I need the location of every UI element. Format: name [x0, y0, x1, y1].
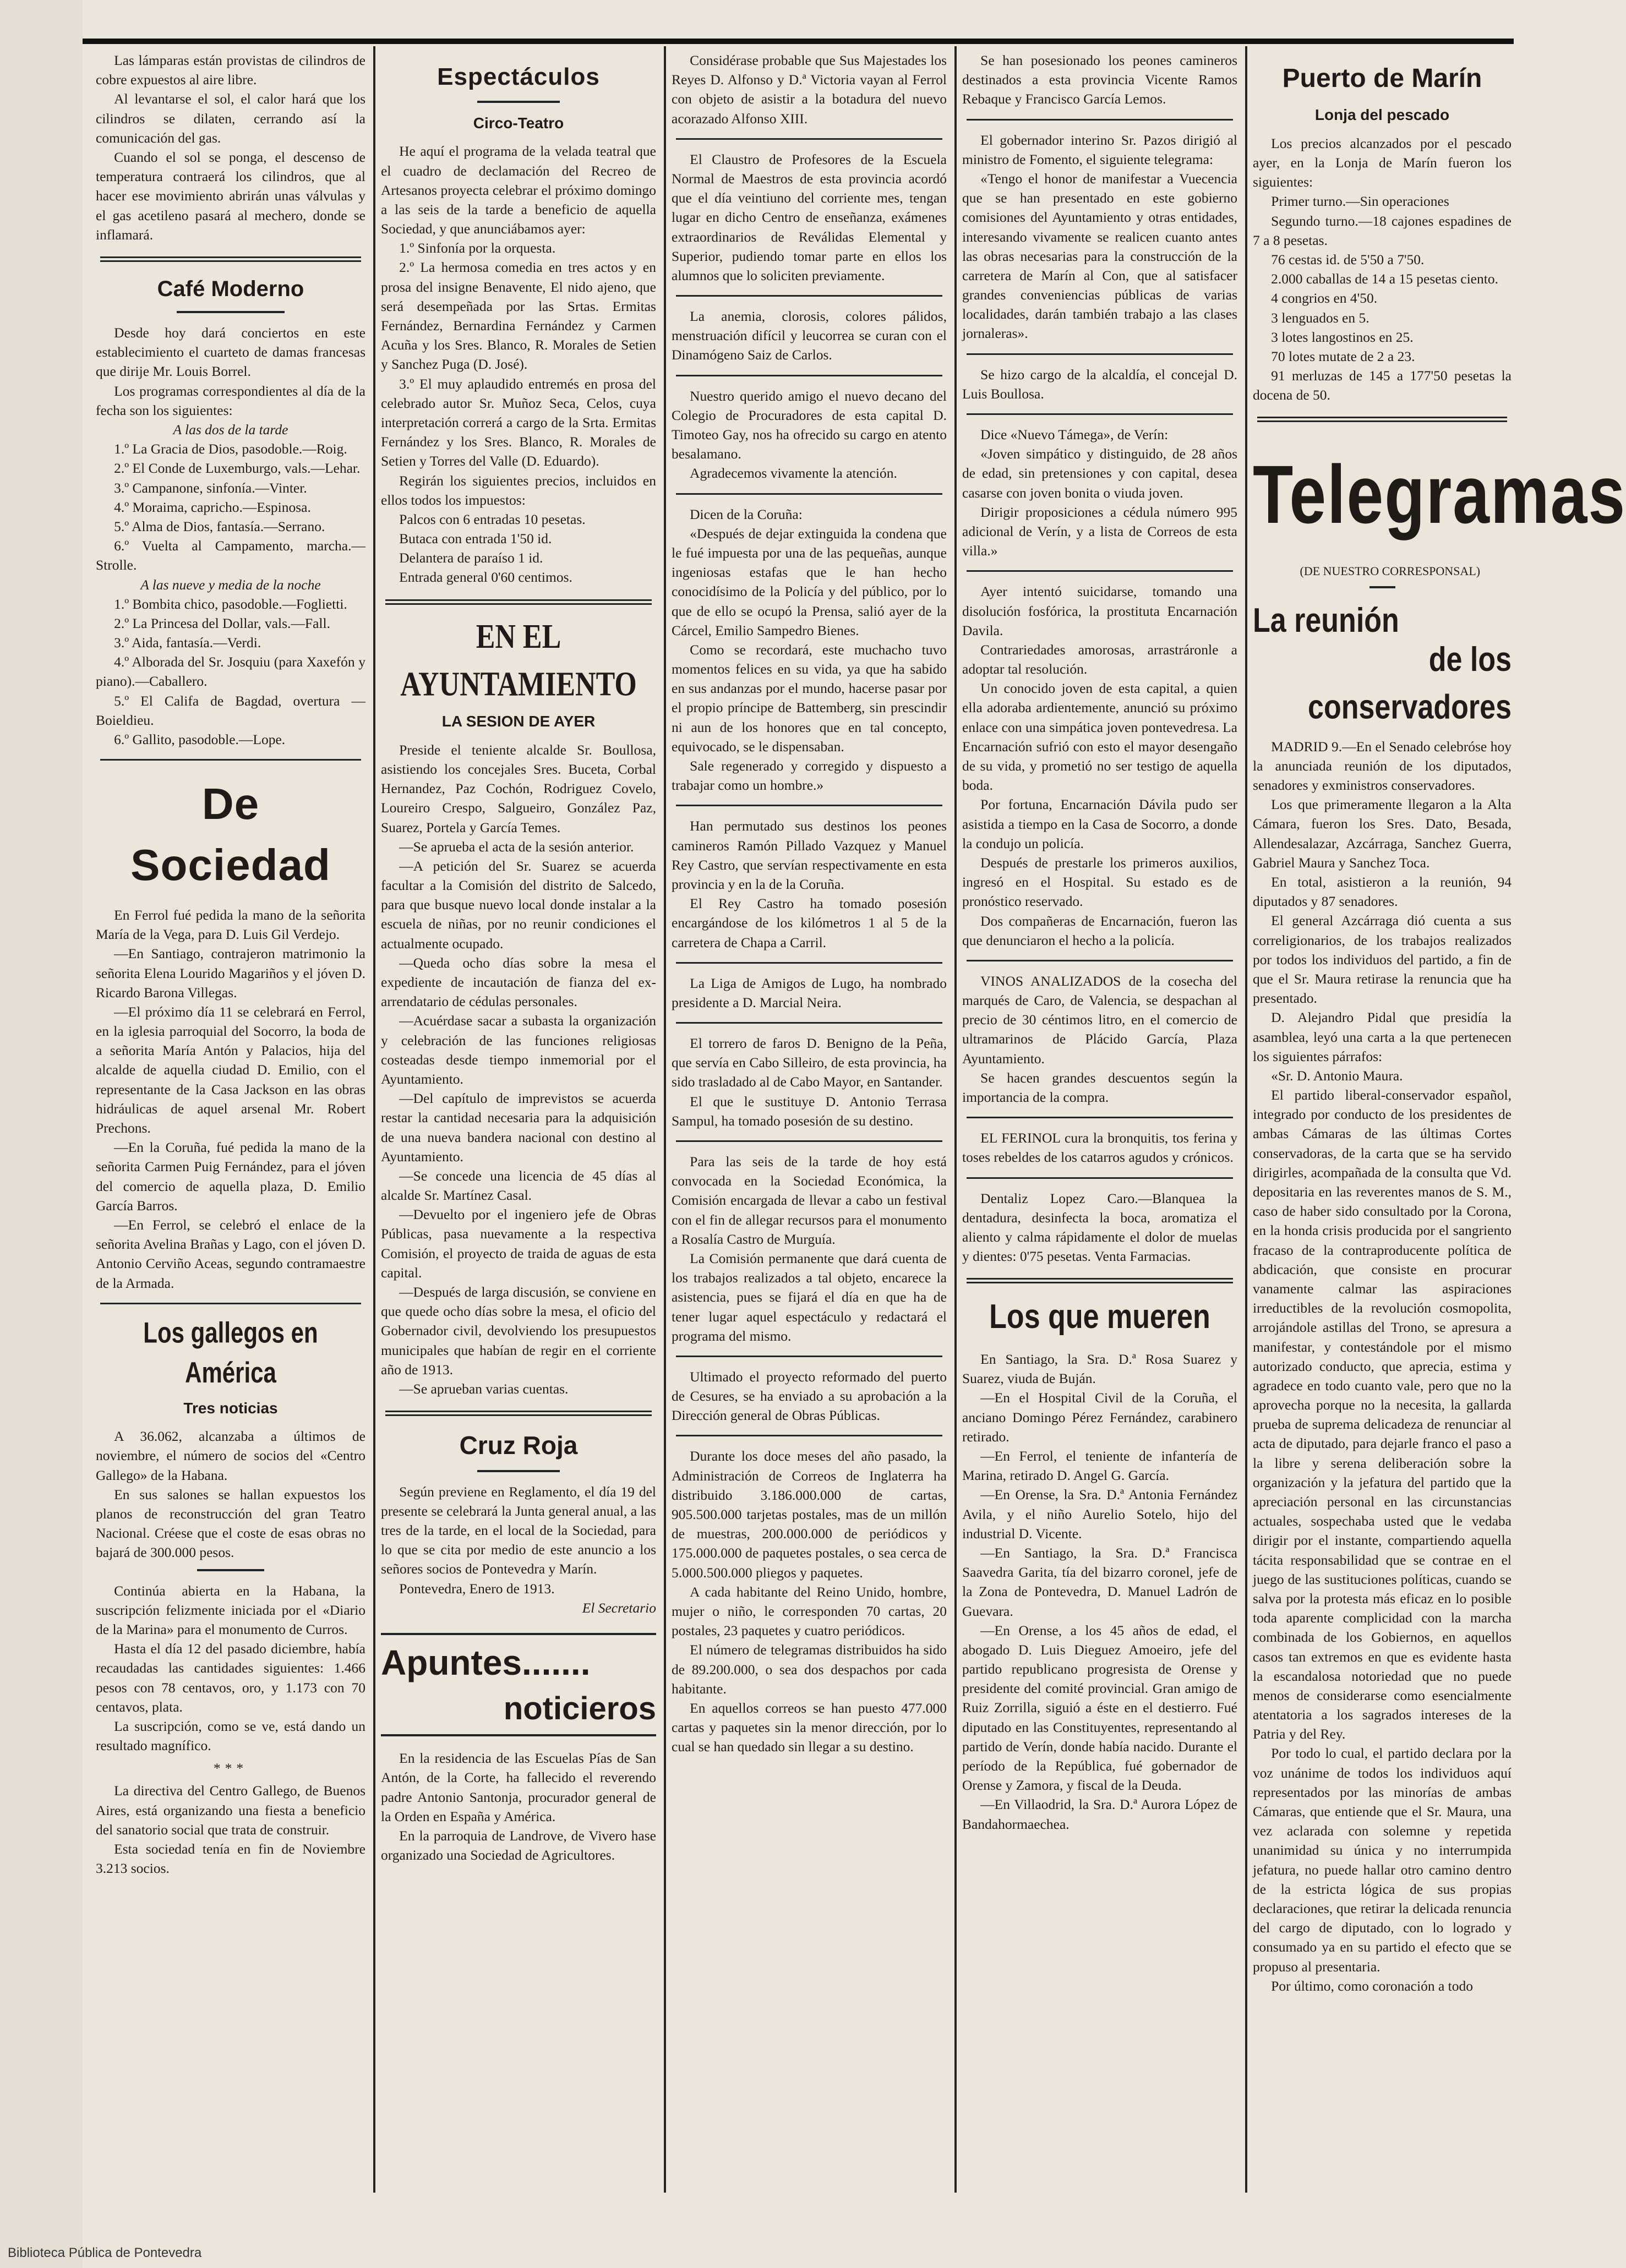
paragraph: Las lámparas están provistas de cilindros de cobre expuestos al aire libre. — [96, 52, 365, 88]
paragraph: —Se aprueba el acta de la sesión anterior. — [399, 838, 634, 855]
cruz-roja-signature: El Secretario — [582, 1599, 656, 1616]
paragraph: Agradecemos vivamente la atención. — [690, 465, 897, 482]
paragraph: Los precios alcanzados por el pescado ayer, en la Lonja de Marín fueron los siguientes: — [1253, 135, 1512, 190]
paragraph: La Comisión permanente que dará cuenta de los trabajos realizados a tal objeto, encarece la asistencia, pues se fijará el día en que ha de tener lugar aquel espectáculo y redactará el programa del mismo. — [672, 1250, 947, 1344]
apuntes-heading-line-2: noticieros — [503, 1691, 656, 1727]
paragraph: 2.000 caballas de 14 a 15 pesetas ciento. — [1271, 271, 1498, 287]
paragraph: «Sr. D. Antonio Maura. — [1271, 1067, 1403, 1084]
paragraph: Esta sociedad tenía en fin de Noviembre 3.213 socios. — [96, 1841, 365, 1877]
column-1 — [96, 51, 365, 2192]
paragraph: La anemia, clorosis, colores pálidos, menstruación difícil y leucorrea se curan con el Dinamógeno Saiz de Carlos. — [672, 308, 947, 363]
paragraph: El número de telegramas distribuidos ha sido de 89.200.000, o sea dos despachos por cada habitante. — [672, 1642, 947, 1697]
gallegos-america-heading: Los gallegos en América — [143, 1316, 318, 1389]
paragraph: Hasta el día 12 del pasado diciembre, había recaudadas las cantidades siguientes: 1.466 pesos con 78 centavos, oro, y 1.173 con 70 centavos, plata. — [96, 1641, 365, 1715]
ferinol-ad — [962, 1128, 1237, 1167]
paragraph: El Rey Castro ha tomado posesión encargándose de los kilómetros 1 al 5 de la carretera de Chapa a Carril. — [672, 895, 947, 950]
paragraph: Por fortuna, Encarnación Dávila pudo ser asistida a tiempo en la Casa de Socorro, a donde la condujo un policía. — [962, 796, 1237, 851]
paragraph: He aquí el programa de la velada teatral que el cuadro de declamación del Recreo de Artesanos proyecta celebrar el próximo domingo a las seis de la tarde a beneficio de aquella Sociedad, y que anunciábamos ayer: — [381, 143, 656, 237]
peones-permuta-item — [672, 816, 947, 952]
paragraph: 4.º Alborada del Sr. Josquiu (para Xaxefón y piano).—Caballero. — [96, 654, 365, 690]
paragraph: El general Azcárraga dió cuenta a sus correligionarios, de los trabajos realizados por todos los individuos del partido, a fin de que el Sr. Maura retirase la renuncia que ha presentado. — [1253, 912, 1512, 1007]
cafe-moderno-heading: Café Moderno — [157, 276, 304, 301]
paragraph: —En Orense, la Sra. D.ª Antonia Fernández Avila, y el niño Aurelio Sotelo, hijo del industrial D. Vicente. — [962, 1487, 1237, 1542]
reunion-conservadores-article — [1253, 737, 1512, 1996]
paragraph: Segundo turno.—18 cajones espadines de 7 a 8 pesetas. — [1253, 212, 1512, 248]
los-que-mueren-heading: Los que mueren — [989, 1298, 1210, 1336]
paragraph: —En el Hospital Civil de la Coruña, el anciano Domingo Pérez Fernández, carabinero retirado. — [962, 1390, 1237, 1445]
paragraph: Un conocido joven de esta capital, a quien ella adoraba ardientemente, anunció su próximo enlace con una simpática joven pontevedresa. La Encarnación sufrió con esto el mayor desengaño de su vida, y prometió no ser testigo de aquella boda. — [962, 680, 1237, 794]
paragraph: 3 lotes langostinos en 25. — [1271, 329, 1414, 345]
paragraph: Al levantarse el sol, el calor hará que los cilindros se dilaten, cerrando así la comunicación del gas. — [96, 91, 365, 146]
paragraph: Cuando el sol se ponga, el descenso de temperatura contraerá los cilindros, que al hacer ese movimiento abrirán unas válvulas y el gas acetileno pasará al mechero, donde se inflamará. — [96, 149, 365, 243]
paragraph: —Queda ocho días sobre la mesa el expediente de incautación de fianza del ex-arrendatario de cédulas personales. — [381, 954, 656, 1010]
paragraph: Se han posesionado los peones camineros destinados a esta provincia Vicente Ramos Rebaque y Francisco García Lemos. — [962, 52, 1237, 107]
cafe-moderno-article — [96, 323, 365, 420]
paragraph: Preside el teniente alcalde Sr. Boullosa, asistiendo los concejales Sres. Buceta, Corbal Hernandez, Paz Cochón, Rodriguez Covelo, Loureiro Crespo, Salgueiro, González Paz, Suarez, Portela y García Temes. — [381, 741, 656, 835]
gallegos-article-1 — [96, 1427, 365, 1562]
telegramas-heading: Telegramas — [1253, 449, 1626, 542]
paragraph: —Se concede una licencia de 45 días al alcalde Sr. Martínez Casal. — [381, 1167, 656, 1204]
paragraph: —Se aprueban varias cuentas. — [399, 1380, 569, 1397]
torrero-faros-item — [672, 1034, 947, 1130]
alcaldia-item — [962, 365, 1237, 403]
paragraph: —En la Coruña, fué pedida la mano de la señorita Carmen Puig Fernández, para el jóven del comercio de aquella plaza, D. Emilio García Barros. — [96, 1139, 365, 1214]
paragraph: 70 lotes mutate de 2 a 23. — [1271, 348, 1415, 364]
night-program-label: A las nueve y media de la noche — [140, 576, 321, 593]
night-program-list — [96, 594, 365, 750]
paragraph: Ayer intentó suicidarse, tomando una disolución fosfórica, la prostituta Encarnación Davila. — [962, 583, 1237, 638]
column-rule — [1245, 46, 1247, 2193]
paragraph: 2.º La hermosa comedia en tres actos y en prosa del insigne Benavente, El nido ajeno, que será desempeñada por las Srtas. Ermitas Fernández, Bernardina Fernández y Carmen Acuña y los Sres. Blanco, R. Morales de Setien y Sanchez Puga (D. José). — [381, 259, 656, 373]
procuradores-item — [672, 386, 947, 483]
paragraph: Por último, como coronación a todo — [1271, 1977, 1473, 1994]
paragraph: —Después de larga discusión, se conviene en que quede ocho días sobre la mesa, el oficio del Gobernador civil, devolviendo los presupuestos municipales que habían de regir en el corriente año de 1913. — [381, 1284, 656, 1378]
paragraph: 1.º Bombita chico, pasodoble.—Foglietti. — [114, 595, 347, 612]
paragraph: La directiva del Centro Gallego, de Buenos Aires, está organizando una fiesta a beneficio del sanatorio social que trata de construir. — [96, 1783, 365, 1838]
paragraph: Por todo lo cual, el partido declara por la voz unánime de todos los individuos aquí representados por las minorías de ambas Cámaras, que entiende que el Sr. Maura, una vez aclarada con solemne y repetida unanimidad su única y no interrumpida jefatura, no puede hallar otro camino dentro de la estricta lógica de sus propias declaraciones, que retirar la delicada renuncia del cargo de diputado, con lo logrado y consumado ya en su partido el efecto que se propuso al presentaria. — [1253, 1745, 1512, 1975]
gallegos-article-3 — [96, 1781, 365, 1878]
paragraph: D. Alejandro Pidal que presidía la asamblea, leyó una carta a la que pertenecen los siguientes párrafos: — [1253, 1009, 1512, 1064]
paragraph: Han permutado sus destinos los peones camineros Ramón Pillado Vazquez y Manuel Rey Castro, que servían respectivamente en esta provincia y en la de la Coruña. — [672, 818, 947, 892]
paragraph: Primer turno.—Sin operaciones — [1271, 193, 1449, 210]
paragraph: «Joven simpático y distinguido, de 28 años de edad, sin pretensiones y con capital, desea casarse con joven bonita o viuda joven. — [962, 446, 1237, 501]
paragraph: 4.º Moraima, capricho.—Espinosa. — [114, 499, 311, 515]
paragraph: 3.º El muy aplaudido entremés en prosa del celebrado autor Sr. Muñoz Seca, Celos, cuya interpretación correrá a cargo de la Srta. Ermitas Fernández y los Sres. Blanco, R. Morales de Setien y Torres del Valle (D. Eduardo). — [381, 375, 656, 469]
paragraph: En aquellos correos se han puesto 477.000 cartas y paquetes sin la menor dirección, por lo cual se han quedado sin llegar a su destino. — [672, 1699, 947, 1755]
cruz-roja-article — [381, 1482, 656, 1598]
paragraph: —El próximo día 11 se celebrará en Ferrol, en la iglesia parroquial del Socorro, la boda de a señorita María Antón y Palacios, hija del alcalde de aquella ciudad D. Emilio, con el representante de la Casa Jackson en las obras hidráulicas de aquel arsenal Mr. Robert Prechons. — [96, 1003, 365, 1136]
paragraph: —En Orense, a los 45 años de edad, el abogado D. Luis Dieguez Amoeiro, jefe del partido republicano progresista de Orense y presidente del comité provincial. Gran amigo de Ruiz Zorrilla, siguió a éste en el destierro. Fué diputado en las Constituyentes, representando al partido de Verín, donde había nacido. Durante el período de la República, fué gobernador de Orense y Zamora, y fiscal de la Deuda. — [962, 1622, 1237, 1794]
paragraph: Durante los doce meses del año pasado, la Administración de Correos de Inglaterra ha distribuido 3.186.000.000 de cartas, 905.500.000 tarjetas postales, mas de un millón de muestras, 200.000.000 de periódicos y 175.000.000 de paquetes postales, o sea cerca de 5.000.500.000 pliegos y paquetes. — [672, 1448, 947, 1581]
paragraph: 76 cestas id. de 5'50 a 7'50. — [1271, 251, 1425, 267]
paragraph: Como se recordará, este muchacho tuvo momentos felices en su vida, ya que ha sabido en sus andanzas por el mundo, hacerse pasar por el propio príncipe de Battemberg, sin prescindir ni aun de los honores que en tal concepto, equivocado, se le dispensaban. — [672, 641, 947, 755]
paragraph: A 36.062, alcanzaba a últimos de noviembre, el número de socios del «Centro Gallego» de la Habana. — [96, 1428, 365, 1483]
paragraph: A cada habitante del Reino Unido, hombre, mujer o niño, le corresponden 70 cartas, 20 postales, 23 paquetes y cuatro periódicos. — [672, 1583, 947, 1639]
lonja-pescado-subheading: Lonja del pescado — [1314, 106, 1450, 124]
paragraph: «Después de dejar extinguida la condena que le fué impuesta por una de las pequeñas, aunque ingeniosas estafas que le han hecho conocidísimo de la Policía y del público, por lo que de ello se ocupó la Prensa, salió ayer de la Cárcel, Emilio Sampedro Bienes. — [672, 525, 947, 638]
suicidio-item — [962, 582, 1237, 950]
paragraph: La Liga de Amigos de Lugo, ha nombrado presidente a D. Marcial Neira. — [672, 975, 947, 1010]
paragraph: En total, asistieron a la reunión, 94 diputados y 87 senadores. — [1253, 874, 1512, 910]
paragraph: 91 merluzas de 145 a 177'50 pesetas la docena de 50. — [1253, 368, 1512, 403]
peones-posesion-item — [962, 51, 1237, 109]
afternoon-program-label: A las dos de la tarde — [173, 422, 288, 438]
nuevo-tamega-item — [962, 425, 1237, 560]
dinamogeno-ad — [672, 307, 947, 365]
column-rule — [373, 46, 375, 2193]
paragraph: Se hizo cargo de la alcaldía, el concejal D. Luis Boullosa. — [962, 366, 1237, 402]
telegramas-byline: (DE NUESTRO CORRESPONSAL) — [1300, 564, 1481, 578]
paragraph: El Claustro de Profesores de la Escuela Normal de Maestros de esta provincia acordó que el día veintiuno del corriente mes, tengan lugar en dicho Centro de enseñanza, exámenes extraordinarios de Reválidas Elemental y Superior, pudiendo tomar parte en ellos los alumnos que lo soliciten previamente. — [672, 151, 947, 283]
paragraph: Continúa abierta en la Habana, la suscripción felizmente iniciada por el «Diario de la Marina» para el monumento de Curros. — [96, 1582, 365, 1637]
paragraph: Sale regenerado y corregido y dispuesto a trabajar como un hombre.» — [672, 758, 947, 794]
paragraph: —En Ferrol, se celebró el enlace de la señorita Avelina Brañas y Lago, con el jóven D. Antonio Cerviño Aceas, segundo contramaestre de la Armada. — [96, 1216, 365, 1291]
paragraph: —En Santiago, contrajeron matrimonio la señorita Elena Lourido Magariños y el jóven D. Ricardo Barona Villegas. — [96, 946, 365, 1001]
column-3 — [672, 51, 947, 2192]
column-5 — [1253, 51, 1626, 2192]
paragraph: 3.º Aida, fantasía.—Verdi. — [114, 635, 261, 651]
paragraph: EL FERINOL cura la bronquitis, tos ferina y toses rebeldes de los catarros agudos y crónicos. — [962, 1130, 1237, 1166]
paragraph: 3.º Campanone, sinfonía.—Vinter. — [114, 479, 307, 496]
paragraph: Los que primeramente llegaron a la Alta Cámara, fueron los Sres. Dato, Besada, Allendesalazar, Azcárraga, Sanchez Guerra, Gabriel Maura y Sanchez Toca. — [1253, 796, 1512, 871]
rosalia-festival-item — [672, 1152, 947, 1346]
library-credit: Biblioteca Pública de Pontevedra — [8, 2245, 202, 2260]
paragraph: La suscripción, como se ve, está dando un resultado magnífico. — [96, 1718, 365, 1754]
paragraph: 1.º La Gracia de Dios, pasodoble.—Roig. — [114, 441, 347, 457]
paragraph: Los programas correspondientes al día de la fecha son los siguientes: — [96, 382, 365, 418]
stars-separator: *** — [213, 1760, 248, 1777]
paragraph: 5.º Alma de Dios, fantasía.—Serrano. — [114, 518, 325, 534]
reunion-heading-line-2: de los conservadores — [1308, 641, 1512, 726]
cruz-roja-heading: Cruz Roja — [459, 1431, 578, 1460]
paragraph: El torrero de faros D. Benigno de la Peña, que servía en Cabo Silleiro, de esta provincia, ha sido trasladado al de Cabo Mayor, en Santander. — [672, 1035, 947, 1090]
paragraph: Se hacen grandes descuentos según la importancia de la compra. — [962, 1069, 1237, 1105]
paragraph: —En Villaodrid, la Sra. D.ª Aurora López de Bandahormaechea. — [962, 1796, 1237, 1832]
newspaper-page — [83, 39, 1626, 2196]
column-rule — [664, 46, 666, 2193]
coruna-carcel-item — [672, 505, 947, 795]
puerto-cesures-item — [672, 1367, 947, 1425]
los-que-mueren-article — [962, 1349, 1237, 1834]
paragraph: —Devuelto por el ingeniero jefe de Obras Públicas, pasa nuevamente a la respectiva Comisión, el proyecto de traida de aguas de esta capital. — [381, 1206, 656, 1281]
paragraph: Regirán los siguientes precios, incluidos en ellos todos los impuestos: — [381, 472, 656, 508]
paragraph: —Acuérdase sacar a subasta la organización y celebración de las funciones religiosas costeadas desde tiempo inmemorial por el Ayuntamiento. — [381, 1013, 656, 1087]
circo-teatro-subheading: Circo-Teatro — [473, 114, 564, 132]
paragraph: 2.º La Princesa del Dollar, vals.—Fall. — [114, 615, 330, 631]
paragraph: Dirigir proposiciones a cédula número 995 adicional de Verín, y a lista de Correos de esta villa.» — [962, 504, 1237, 559]
paragraph: El que le sustituye D. Antonio Terrasa Sampul, ha tomado posesión de su destino. — [672, 1093, 947, 1129]
sesion-ayer-subheading: LA SESION DE AYER — [441, 713, 596, 730]
circo-teatro-article — [381, 141, 656, 587]
correos-inglaterra-item — [672, 1446, 947, 1756]
paragraph: Dice «Nuevo Támega», de Verín: — [980, 427, 1169, 442]
column-2 — [381, 51, 656, 2192]
lonja-pescado-article — [1253, 134, 1512, 405]
paragraph: Nuestro querido amigo el nuevo decano del Colegio de Procuradores de esta capital D. Timoteo Gay, nos ha ofrecido su cargo en atento besalamano. — [672, 387, 947, 462]
column-rule — [954, 46, 957, 2193]
espectaculos-heading: Espectáculos — [437, 63, 600, 90]
paragraph: Contrariedades amorosas, arrastráronle a adoptar tal resolución. — [962, 641, 1237, 677]
paragraph: Delantera de paraíso 1 id. — [399, 550, 543, 566]
paragraph: Pontevedra, Enero de 1913. — [399, 1580, 555, 1597]
page-edge-shadow — [0, 0, 83, 2268]
paragraph: VINOS ANALIZADOS de la cosecha del marqués de Caro, de Valencia, se despachan al precio de 30 céntimos litro, en el comercio de ultramarinos de Plácido García, Plaza Ayuntamiento. — [962, 972, 1237, 1067]
paragraph: 6.º Vuelta al Campamento, marcha.—Strolle. — [96, 538, 365, 573]
reunion-heading-line-1: La reunión — [1253, 602, 1399, 641]
paragraph: Considérase probable que Sus Majestades los Reyes D. Alfonso y D.ª Victoria vayan al Ferrol con objeto de asistir a la botadura del nuevo acorazado Alfonso XIII. — [672, 52, 947, 127]
de-sociedad-article — [96, 905, 365, 1293]
reyes-ferrol-item — [672, 51, 947, 128]
top-rule — [83, 39, 1514, 44]
vinos-analizados-ad — [962, 971, 1237, 1107]
paragraph: «Tengo el honor de manifestar a Vuecencia que se han presentado en este gobierno comisiones del Ayuntamiento y otras entidades, interesando vivamente se realicen cuanto antes las obras necesarias para la construcción de la carretera de Marín al Con, que al satisfacer grandes conveniencias públicas de varias localidades, darán también trabajo a las clases jornaleras». — [962, 170, 1237, 342]
paragraph: En Ferrol fué pedida la mano de la señorita María de la Vega, para D. Luis Gil Verdejo. — [96, 906, 365, 943]
paragraph: —A petición del Sr. Suarez se acuerda facultar a la Comisión del distrito de Salcedo, para que busque nuevo local donde instalar a la escuela de niñas, por no reunir condiciones el actualmente ocupado. — [381, 857, 656, 952]
paragraph: Entrada general 0'60 centimos. — [399, 569, 572, 586]
paragraph: —En Ferrol, el teniente de infantería de Marina, retirado D. Angel G. García. — [962, 1448, 1237, 1484]
paragraph: 5.º El Califa de Bagdad, overtura —Boieldieu. — [96, 692, 365, 728]
gallegos-article-2 — [96, 1581, 365, 1756]
telegrama-gobernador-item — [962, 130, 1237, 343]
paragraph: Ultimado el proyecto reformado del puerto de Cesures, se ha enviado a su aprobación a la Dirección general de Obras Públicas. — [672, 1368, 947, 1424]
paragraph: El partido liberal-conservador español, integrado por conducto de los presidentes de ambas Cámaras de las últimas Cortes conservadoras, de la carta que se ha servido dirigirles, acompañada de la consulta que Vd. depositaria en las reverentes manos de S. M., caso de haber sido consultado por la Corona, en la honda crisis producida por el sangriento fracaso de la contraproducente política de abdicación, que consiste en procurar vanamente calmar las aspiraciones irreductibles de la revolución cosmopolita, arrojándole astillas del Trono, se apresura a manifestar, y contestándole por el mismo autorizado conducto, que aprecia, estima y agradece en todo cuanto vale, pero que no la aprovecha porque no la necesita, la gallarda prueba de suprema delicadeza de renunciar al acta de diputado, para dejarle franco el paso a la libre y serena deliberación sobre la organización y la jefatura del partido que la apreciación personal en las circunstancias actuales, sospechaba usted que le vedaba dirigir por el instante, compartiendo aquella tácita responsabilidad que se contrae en el juego de las sustituciones políticas, cuando se salva por la protesta más eficaz en lo posible toda aparente complicidad con la marcha combinada de los Gobiernos, en aquellos casos tan extremos en que es evidente hasta la escandalosa notoriedad que no puede menos de considerarse como esencialmente atentatoria a los sagrados intereses de la Patria y del Rey. — [1253, 1087, 1512, 1742]
paragraph: Dicen de la Coruña: — [690, 506, 803, 522]
escuela-normal-item — [672, 150, 947, 285]
apuntes-heading-line-1: Apuntes....... — [381, 1642, 591, 1682]
paragraph: 3 lenguados en 5. — [1271, 309, 1369, 326]
paragraph: —Del capítulo de imprevistos se acuerda restar la cantidad necesaria para la adquisición de una nueva bandera nacional con destino al Ayuntamiento. — [381, 1090, 656, 1165]
apuntes-article — [381, 1748, 656, 1865]
dentaliz-ad — [962, 1189, 1237, 1266]
liga-lugo-item — [672, 974, 947, 1012]
de-sociedad-heading: De Sociedad — [130, 779, 331, 889]
puerto-marin-heading: Puerto de Marín — [1282, 64, 1482, 93]
paragraph: 2.º El Conde de Luxemburgo, vals.—Lehar. — [114, 460, 361, 477]
paragraph: 6.º Gallito, pasodoble.—Lope. — [114, 731, 286, 747]
column-4 — [962, 51, 1237, 2192]
paragraph: En la residencia de las Escuelas Pías de San Antón, de la Corte, ha fallecido el reverendo padre Antonio Santonja, procurador general de la Orden en España y América. — [381, 1750, 656, 1824]
paragraph: El gobernador interino Sr. Pazos dirigió al ministro de Fomento, el siguiente telegrama: — [962, 132, 1237, 167]
paragraph: MADRID 9.—En el Senado celebróse hoy la anunciada reunión de los diputados, senadores y exministros conservadores. — [1253, 738, 1512, 794]
afternoon-program-list — [96, 439, 365, 575]
ayuntamiento-article — [381, 740, 656, 1398]
paragraph: Desde hoy dará conciertos en este establecimiento el cuarteto de damas francesas que dirije Mr. Louis Borrel. — [96, 325, 365, 380]
paragraph: Palcos con 6 entradas 10 pesetas. — [399, 511, 586, 527]
paragraph: Butaca con entrada 1'50 id. — [399, 531, 552, 547]
paragraph: —En Santiago, la Sra. D.ª Francisca Saavedra Garita, tía del bizarro coronel, jefe de la Zona de Pontevedra, D. Manuel Ladrón de Guevara. — [962, 1544, 1237, 1619]
paragraph: Después de prestarle los primeros auxilios, ingresó en el Hospital. Su estado es de pronóstico reservado. — [962, 854, 1237, 910]
paragraph: En sus salones se hallan expuestos los planos de reconstrucción del gran Teatro Nacional. Créese que el coste de esas obras no bajará de 300.000 pesos. — [96, 1486, 365, 1561]
ayuntamiento-heading: EN EL AYUNTAMIENTO — [400, 617, 637, 703]
apuntes-heading — [381, 1633, 656, 1736]
paragraph: 4 congrios en 4'50. — [1271, 290, 1378, 307]
paragraph: Dentaliz Lopez Caro.—Blanquea la dentadura, desinfecta la boca, aromatiza el aliento y calma rápidamente el dolor de muelas y dientes: 0'75 pesetas. Venta Farmacias. — [962, 1190, 1237, 1265]
paragraph: En la parroquia de Landrove, de Vivero hase organizado una Sociedad de Agricultores. — [381, 1828, 656, 1863]
paragraph: Dos compañeras de Encarnación, fueron las que denunciaron el hecho a la policía. — [962, 912, 1237, 948]
gas-lamps-article — [96, 51, 365, 244]
paragraph: En Santiago, la Sra. D.ª Rosa Suarez y Suarez, viuda de Buján. — [962, 1351, 1237, 1387]
paragraph: Para las seis de la tarde de hoy está convocada en la Sociedad Económica, la Comisión encargada de llevar a cabo un festival con el fin de allegar recursos para el monumento a Rosalía Castro de Murguía. — [672, 1154, 947, 1247]
tres-noticias-subheading: Tres noticias — [183, 1399, 278, 1417]
paragraph: 1.º Sinfonía por la orquesta. — [399, 240, 556, 256]
paragraph: Según previene en Reglamento, el día 19 del presente se celebrará la Junta general anual, a las tres de la tarde, en el local de la Sociedad, para lo que se cita por medio de este anuncio a los señores socios de Pontevedra y Marín. — [381, 1483, 656, 1577]
